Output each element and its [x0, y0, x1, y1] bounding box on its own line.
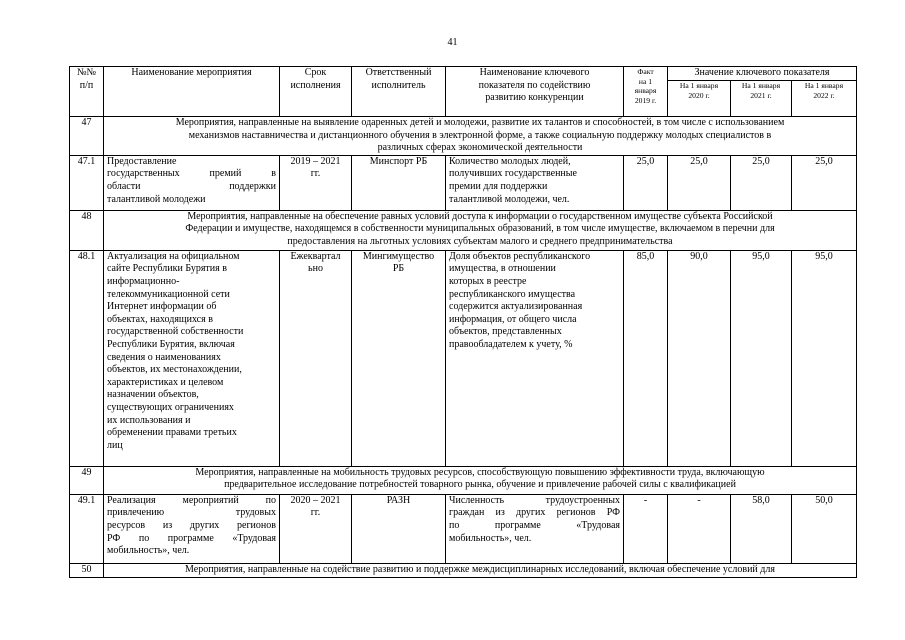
table-row — [70, 250, 857, 466]
header-responsible: Ответственный исполнитель — [352, 67, 446, 117]
value-2021: 58,0 — [731, 494, 792, 563]
row-number: 47.1 — [70, 155, 104, 210]
header-number: №№ п/п — [70, 67, 104, 117]
table-row — [70, 494, 857, 563]
value-2020: 25,0 — [668, 155, 731, 210]
value-2022: 95,0 — [792, 250, 857, 466]
indicator-cell: Численность трудоустроенных граждан из других регионов РФ по программе «Трудовая мобильность», чел. — [446, 494, 624, 563]
value-2022: 50,0 — [792, 494, 857, 563]
value-2021: 25,0 — [731, 155, 792, 210]
row-number: 48.1 — [70, 250, 104, 466]
header-indicator: Наименование ключевого показателя по содействию развитию конкуренции — [446, 67, 624, 117]
table-row — [70, 155, 857, 210]
fact-value: 85,0 — [624, 250, 668, 466]
section-number: 50 — [70, 563, 104, 577]
section-title: Мероприятия, направленные на обеспечение равных условий доступа к информации о государственном имуществе субъекта Российской Федерации и имуществе, находящемся в собственности муниципальных образований, в том числе имуществе, включаемом в перечни для предоставления на льготных условиях субъектам малого и среднего предпринимательства — [104, 210, 857, 250]
section-row — [70, 563, 857, 577]
header-2022: На 1 января 2022 г. — [792, 81, 857, 117]
responsible-cell: Мингимущество РБ — [352, 250, 446, 466]
value-2020: - — [668, 494, 731, 563]
term-cell: 2020 – 2021 гг. — [280, 494, 352, 563]
section-row — [70, 466, 857, 494]
event-cell: Актуализация на официальном сайте Республики Бурятия в информационно- телекоммуникационной сети Интернет информации об объектах, находящихся в государственной собственности Республики Бурятия, включая сведения о наименованиях объектов, их местонахождении, характеристиках и целевом назначении объектов, существующих ограничениях их использования и обременении правами третьих лиц — [104, 250, 280, 466]
section-number: 47 — [70, 117, 104, 156]
page-number: 41 — [447, 37, 458, 48]
indicator-cell: Количество молодых людей, получивших государственные премии для поддержки талантливой молодежи, чел. — [446, 155, 624, 210]
section-number: 48 — [70, 210, 104, 250]
indicator-cell: Доля объектов республиканского имущества, в отношении которых в реестре республиканского имущества содержится актуализированная информация, от общего числа объектов, представленных правообладателем к учету, % — [446, 250, 624, 466]
header-fact: Факт на 1 января 2019 г. — [624, 67, 668, 117]
header-value-group: Значение ключевого показателя — [668, 67, 857, 81]
header-2020: На 1 января 2020 г. — [668, 81, 731, 117]
section-row — [70, 210, 857, 250]
responsible-cell: РАЗН — [352, 494, 446, 563]
header-term: Срок исполнения — [280, 67, 352, 117]
event-cell: Реализация мероприятий по привлечению трудовых ресурсов из других регионов РФ по программе «Трудовая мобильность», чел. — [104, 494, 280, 563]
header-2021: На 1 января 2021 г. — [731, 81, 792, 117]
event-cell: Предоставление государственных премий в области поддержки талантливой молодежи — [104, 155, 280, 210]
term-cell: Ежеквартал ьно — [280, 250, 352, 466]
section-title: Мероприятия, направленные на мобильность трудовых ресурсов, способствующую повышению эффективности труда, включающую предварительное исследование потребностей товарного рынка, обучение и привлечение рабочей силы с квалификацией — [104, 466, 857, 494]
value-2020: 90,0 — [668, 250, 731, 466]
section-number: 49 — [70, 466, 104, 494]
header-event: Наименование мероприятия — [104, 67, 280, 117]
section-title: Мероприятия, направленные на выявление одаренных детей и молодежи, развитие их талантов и способностей, в том числе с использованием механизмов наставничества и дистанционного обучения в электронной форме, а также социальную поддержку молодых специалистов в различных сферах экономической деятельности — [104, 117, 857, 156]
term-cell: 2019 – 2021 гг. — [280, 155, 352, 210]
section-title: Мероприятия, направленные на содействие развитию и поддержке междисциплинарных исследований, включая обеспечение условий для — [104, 563, 857, 577]
responsible-cell: Минспорт РБ — [352, 155, 446, 210]
row-number: 49.1 — [70, 494, 104, 563]
fact-value: 25,0 — [624, 155, 668, 210]
value-2021: 95,0 — [731, 250, 792, 466]
value-2022: 25,0 — [792, 155, 857, 210]
measures-table — [69, 66, 857, 578]
section-row — [70, 117, 857, 156]
fact-value: - — [624, 494, 668, 563]
